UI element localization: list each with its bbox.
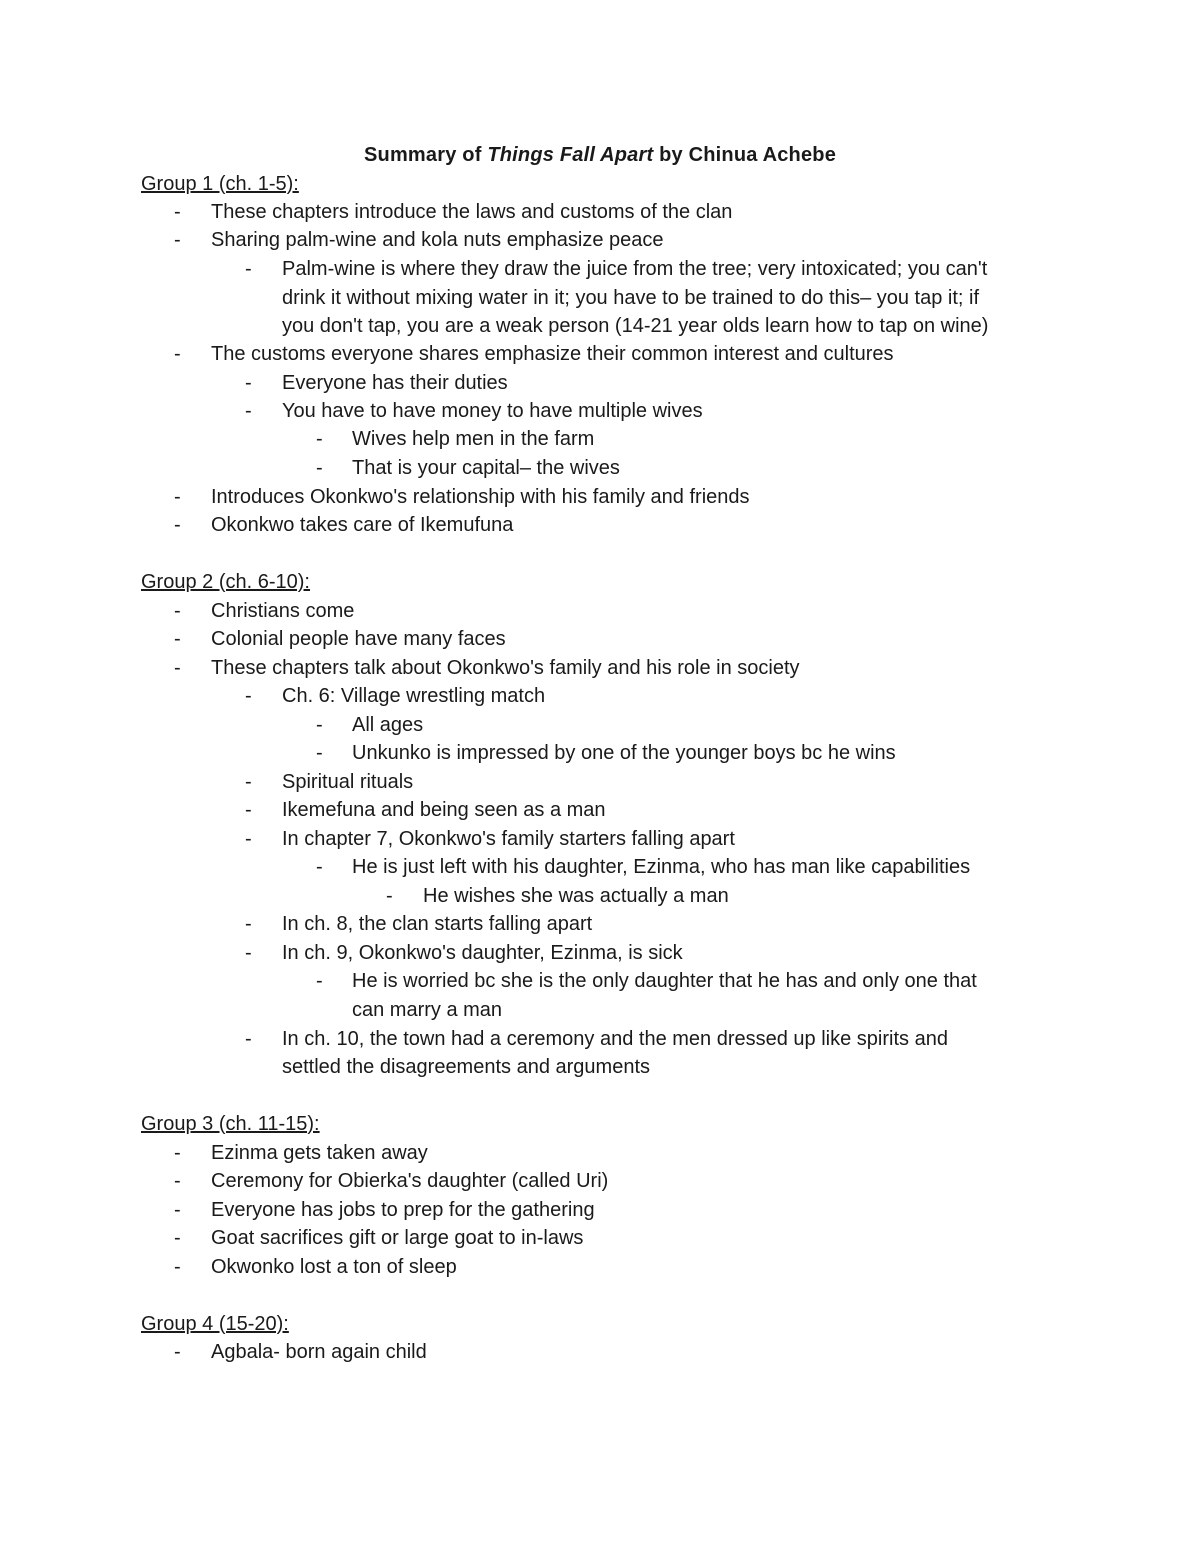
item-text: You have to have money to have multiple wives — [282, 400, 703, 422]
item-text: Palm-wine is where they draw the juice from the tree; very intoxicated; you can't — [282, 258, 988, 280]
item-text: He is just left with his daughter, Ezinma, who has man like capabilities — [352, 856, 971, 878]
item-text: Sharing palm-wine and kola nuts emphasize peace — [211, 229, 664, 251]
title-suffix: by Chinua Achebe — [653, 144, 837, 166]
item-text: Introduces Okonkwo's relationship with his family and friends — [211, 486, 750, 508]
item-text: That is your capital– the wives — [352, 457, 620, 479]
bullet: - — [316, 428, 323, 450]
bullet: - — [245, 913, 252, 935]
bullet: - — [174, 1199, 181, 1221]
item-text: In chapter 7, Okonkwo's family starters falling apart — [282, 828, 735, 850]
bullet: - — [245, 799, 252, 821]
item-text: Everyone has their duties — [282, 372, 508, 394]
bullet: - — [316, 970, 323, 992]
bullet: - — [174, 657, 181, 679]
item-text: settled the disagreements and arguments — [282, 1056, 650, 1078]
item-text: Colonial people have many faces — [211, 628, 506, 650]
item-text: you don't tap, you are a weak person (14-21 year olds learn how to tap on wine) — [282, 315, 989, 337]
item-text: He wishes she was actually a man — [423, 885, 729, 907]
bullet: - — [174, 628, 181, 650]
item-text: He is worried bc she is the only daughter that he has and only one that — [352, 970, 977, 992]
bullet: - — [174, 1170, 181, 1192]
item-text: Unkunko is impressed by one of the younger boys bc he wins — [352, 742, 896, 764]
item-text: In ch. 10, the town had a ceremony and the men dressed up like spirits and — [282, 1028, 948, 1050]
item-text: Goat sacrifices gift or large goat to in-laws — [211, 1227, 584, 1249]
item-text: These chapters introduce the laws and customs of the clan — [211, 201, 733, 223]
item-text: Ezinma gets taken away — [211, 1142, 428, 1164]
page-title — [0, 142, 1200, 168]
bullet: - — [316, 457, 323, 479]
item-text: The customs everyone shares emphasize their common interest and cultures — [211, 343, 894, 365]
title-book: Things Fall Apart — [487, 144, 654, 166]
bullet: - — [245, 400, 252, 422]
bullet: - — [386, 885, 393, 907]
bullet: - — [316, 856, 323, 878]
item-text: Ch. 6: Village wrestling match — [282, 685, 546, 707]
bullet: - — [174, 514, 181, 536]
item-text: In ch. 8, the clan starts falling apart — [282, 913, 593, 935]
bullet: - — [174, 343, 181, 365]
bullet: - — [316, 714, 323, 736]
bullet: - — [245, 685, 252, 707]
bullet: - — [245, 942, 252, 964]
bullet: - — [174, 486, 181, 508]
bullet: - — [245, 258, 252, 280]
group-1-heading: Group 1 (ch. 1-5): — [141, 173, 299, 195]
item-text: Okonkwo takes care of Ikemufuna — [211, 514, 514, 536]
item-text: Everyone has jobs to prep for the gathering — [211, 1199, 595, 1221]
item-text: drink it without mixing water in it; you have to be trained to do this– you tap it; if — [282, 287, 980, 309]
bullet: - — [245, 372, 252, 394]
item-text: Wives help men in the farm — [352, 428, 595, 450]
bullet: - — [174, 1341, 181, 1363]
item-text: These chapters talk about Okonkwo's family and his role in society — [211, 657, 800, 679]
item-text: All ages — [352, 714, 424, 736]
group-4-heading: Group 4 (15-20): — [141, 1313, 289, 1335]
bullet: - — [174, 1227, 181, 1249]
bullet: - — [174, 201, 181, 223]
item-text: In ch. 9, Okonkwo's daughter, Ezinma, is sick — [282, 942, 683, 964]
item-text: Ceremony for Obierka's daughter (called Uri) — [211, 1170, 609, 1192]
bullet: - — [174, 1142, 181, 1164]
item-text: Spiritual rituals — [282, 771, 414, 793]
item-text: Christians come — [211, 600, 355, 622]
title-prefix: Summary of — [363, 144, 488, 166]
item-text: Ikemefuna and being seen as a man — [282, 799, 606, 821]
bullet: - — [245, 771, 252, 793]
item-text: Agbala- born again child — [211, 1341, 427, 1363]
group-3-heading: Group 3 (ch. 11-15): — [141, 1113, 320, 1135]
item-text: Okwonko lost a ton of sleep — [211, 1256, 457, 1278]
bullet: - — [245, 828, 252, 850]
bullet: - — [174, 600, 181, 622]
group-2-heading: Group 2 (ch. 6-10): — [141, 571, 310, 593]
bullet: - — [174, 229, 181, 251]
item-text: can marry a man — [352, 999, 503, 1021]
bullet: - — [316, 742, 323, 764]
bullet: - — [174, 1256, 181, 1278]
bullet: - — [245, 1028, 252, 1050]
